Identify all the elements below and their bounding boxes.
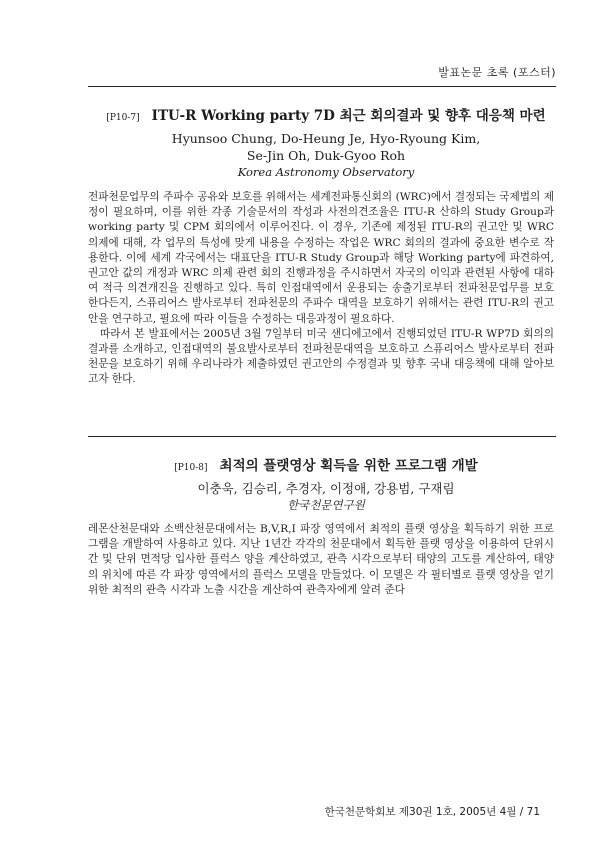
- authors-line: 이충욱, 김승리, 추경자, 이정애, 강용범, 구재림: [197, 481, 455, 496]
- affiliation: 한국천문연구원: [287, 498, 365, 512]
- paper-title-row: [96, 454, 556, 474]
- affiliation: Korea Astronomy Observatory: [237, 165, 415, 179]
- abstract: [88, 522, 554, 598]
- abstract: [88, 190, 554, 388]
- paper-title: 최적의 플랫영상 획득을 위한 프로그램 개발: [219, 458, 478, 474]
- paper-code: [P10-8]: [174, 463, 208, 473]
- section-header: 발표논문 초록 (포스터): [438, 66, 556, 79]
- abstract-paragraph: 레몬산천문대와 소백산천문대에서는 B,V,R,I 파장 영역에서 최적의 플랫 영상을 획득하기 위한 프로그램을 개발하여 사용하고 있다. 지난 1년간 각각의 천문대에서 획득한 플랫 영상을 이용하여 단위시간 및 단위 면적당 입사한 플럭스 양을 계산하였고, 관측 시각으로부터 태양의 고도를 계산하여, 태양의 위치에 따른 각 파장 영역에서의 플럭스 모델을 만들었다. 이 모델은 각 필터별로 플랫 영상을 얻기 위한 최적의 관측 시각과 노출 시간을 계산하여 관측자에게 알려 준다: [88, 523, 554, 596]
- abstract-paragraph: 전파천문업무의 주파수 공유와 보호를 위해서는 세계전파통신회의 (WRC)에서 결정되는 국제법의 제정이 필요하며, 이를 위한 각종 기술문서의 작성과 사전의견조율은 ITU-R 산하의 Study Group과 working party 및 CPM 회의에서 이루어진다. 이 경우, 기존에 제정된 ITU-R의 권고안 및 WRC 의제에 대해, 각 업무의 특성에 맞게 내용을 수정하는 작업은 WRC 회의의 결과에 중요한 변수로 작용한다. 이에 세계 각국에서는 대표단을 ITU-R Study Group과 해당 Working party에 파견하여, 권고안 값의 개정과 WRC 의제 관련 회의 진행과정을 주시하면서 자국의 이익과 관련된 사항에 대하여 적극 의견개진을 진행하고 있다. 특히 인접대역에서 운용되는 송출기로부터 전파천문업무를 보호한다든지, 스퓨리어스 발사로부터 전파천문의 주파수 대역을 보호하기 위해서는 관련 ITU-R의 권고안을 연구하고, 필요에 따라 이들을 수정하는 대응과정이 필요하다.: [88, 191, 554, 325]
- section-divider: [88, 436, 556, 437]
- page-footer: 한국천문학회보 제30권 1호, 2005년 4월 / 71: [324, 806, 540, 818]
- abstract-paragraph: 따라서 본 발표에서는 2005년 3월 7일부터 미국 샌디에고에서 진행되었던 ITU-R WP7D 회의의 결과를 소개하고, 인접대역의 불요발사로부터 전파천문대역을 보호하고 스퓨리어스 발사로부터 전파천문을 보호하기 위해 우리나라가 제출하였던 권고안의 수정결과 및 향후 국내 대응책에 대해 알아보고자 한다.: [88, 327, 554, 386]
- paper-title: ITU-R Working party 7D 최근 회의결과 및 향후 대응책 마련: [151, 108, 546, 124]
- paper-title-row: [96, 104, 556, 124]
- author-block: [96, 480, 556, 514]
- authors-line: Hyunsoo Chung, Do-Heung Je, Hyo-Ryoung Kim,: [171, 131, 481, 146]
- author-block: [96, 130, 556, 181]
- authors-line: Se-Jin Oh, Duk-Gyoo Roh: [246, 148, 406, 163]
- paper-code: [P10-7]: [106, 113, 140, 123]
- header-divider: [88, 86, 556, 87]
